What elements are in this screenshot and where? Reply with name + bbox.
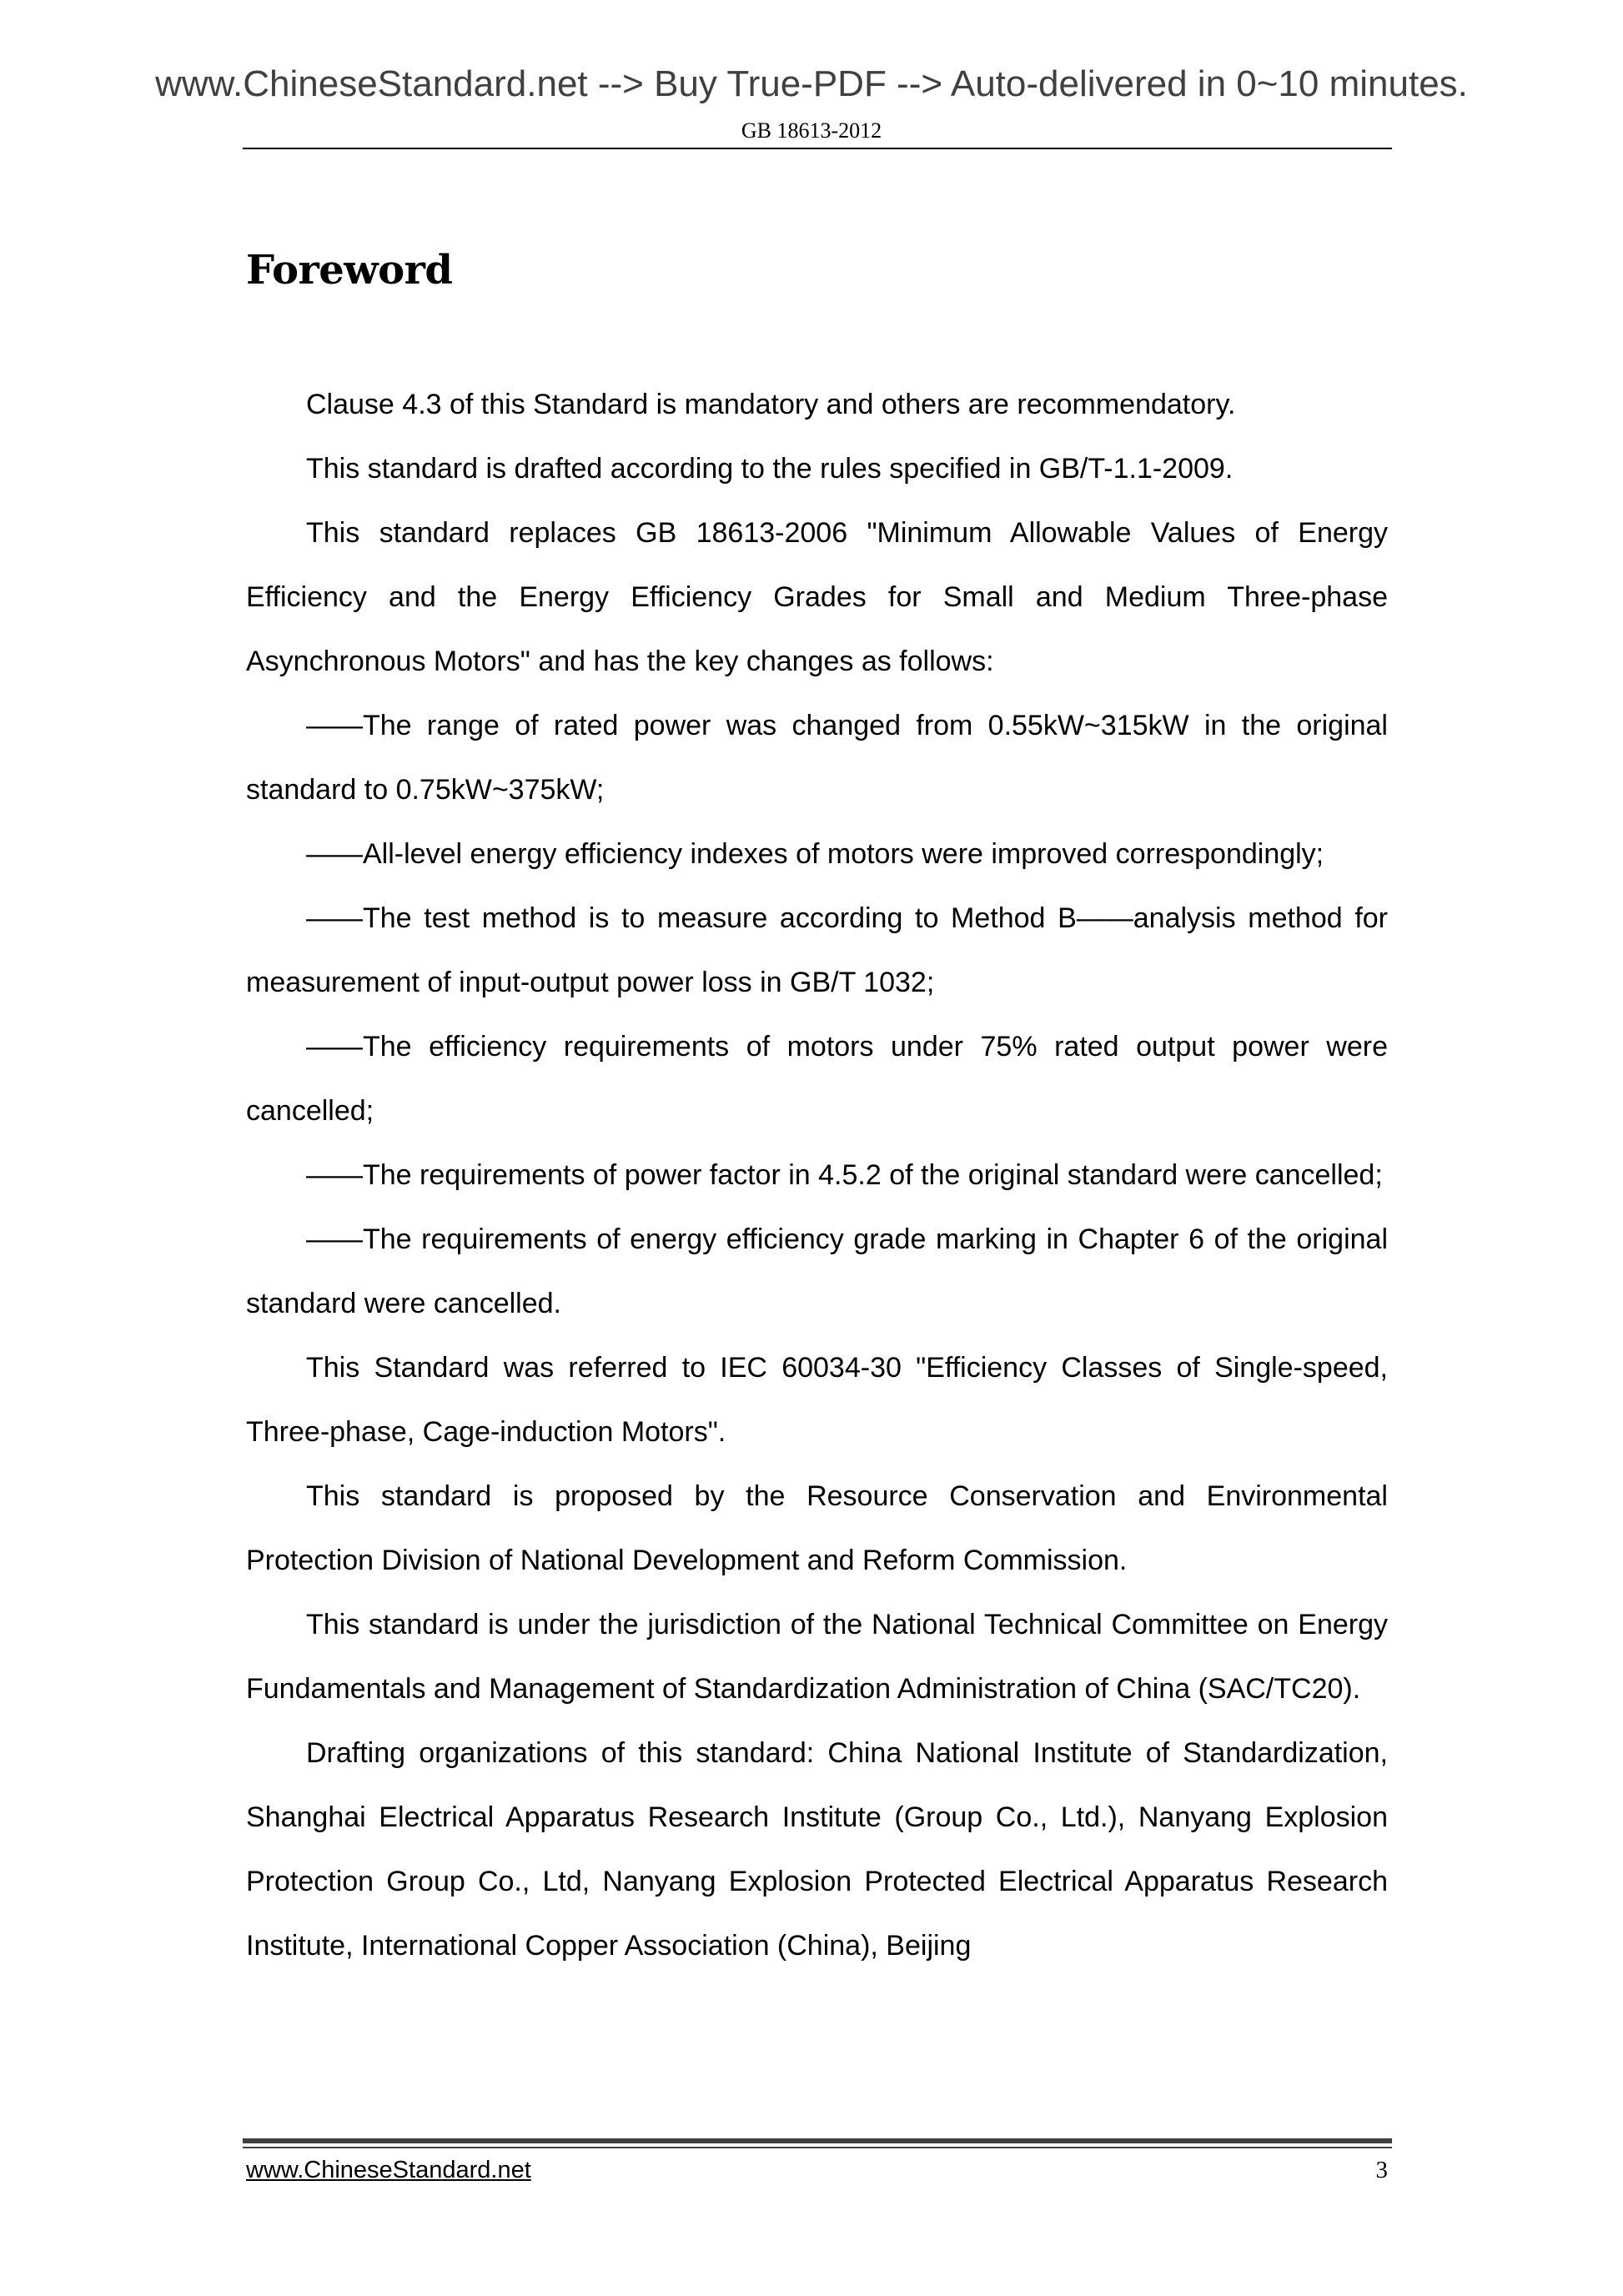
list-item: ——All-level energy efficiency indexes of motors were improved correspondingly; [306,838,1324,870]
paragraph: This standard replaces GB 18613-2006 "Minimum Allowable Values of Energy Efficiency and the Energy Efficiency Grades for Small and Medium Three-phase Asynchronous Motors" and has the key changes as follows: [246,517,1388,677]
footer-divider [243,2138,1392,2143]
header-divider [243,148,1392,149]
list-item: ——The requirements of power factor in 4.5.2 of the original standard were cancelled; [306,1159,1383,1191]
site-banner: www.ChineseStandard.net --> Buy True-PDF --> Auto-delivered in 0~10 minutes. [155,63,1468,104]
list-item: ——The test method is to measure according to Method B——analysis method for measurement of input-output power loss in GB/T 1032; [246,902,1388,998]
footer-site-link[interactable]: www.ChineseStandard.net [246,2157,531,2183]
list-item: ——The efficiency requirements of motors under 75% rated output power were cancelled; [246,1031,1388,1127]
list-item: ——The range of rated power was changed from 0.55kW~315kW in the original standard to 0.75kW~375kW; [246,710,1388,806]
footer-divider-thin [243,2147,1392,2148]
page-title: Foreword [246,247,453,294]
standard-code: GB 18613-2012 [741,118,882,143]
list-item: ——The requirements of energy efficiency grade marking in Chapter 6 of the original standard were cancelled. [246,1223,1388,1319]
paragraph: This standard is proposed by the Resource Conservation and Environmental Protection Division of National Development and Reform Commission. [246,1480,1388,1576]
paragraph: This standard is drafted according to the rules specified in GB/T-1.1-2009. [306,453,1234,485]
page-number: 3 [1375,2157,1388,2183]
paragraph: Clause 4.3 of this Standard is mandatory and others are recommendatory. [306,389,1236,420]
foreword-body [246,373,1388,1978]
paragraph: This standard is under the jurisdiction of the National Technical Committee on Energy Fundamentals and Management of Standardization Administration of China (SAC/TC20). [246,1609,1388,1705]
paragraph: This Standard was referred to IEC 60034-30 "Efficiency Classes of Single-speed, Three-phase, Cage-induction Motors". [246,1352,1388,1448]
paragraph: Drafting organizations of this standard: China National Institute of Standardization, Shanghai Electrical Apparatus Research Institute (Group Co., Ltd.), Nanyang Explosion Protection Group Co., Ltd, Nanyang Explosion Protected Electrical Apparatus Research Institute, International Copper Association (China), Beijing [246,1737,1388,1962]
